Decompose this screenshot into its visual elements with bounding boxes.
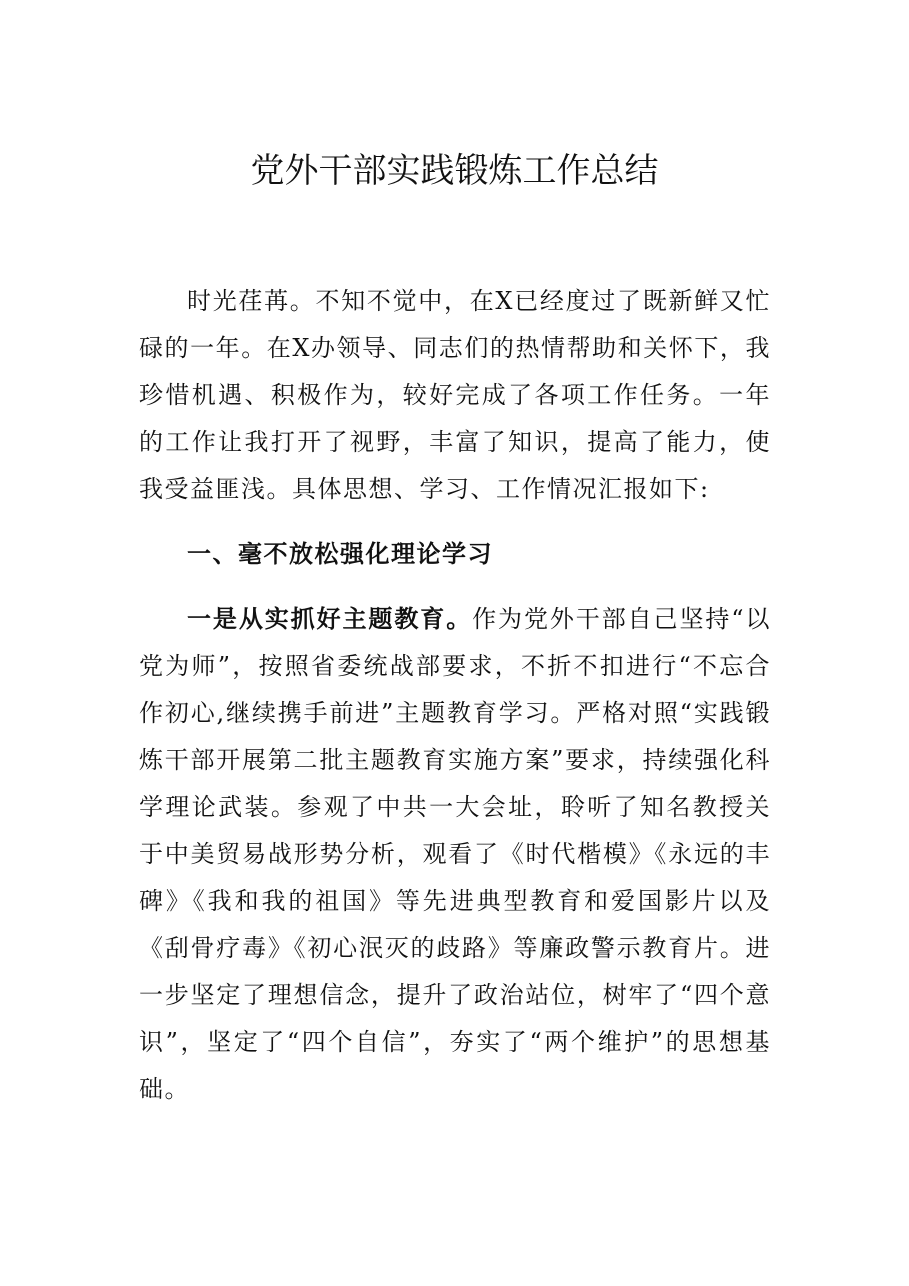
section-heading: 一、毫不放松强化理论学习 [187, 540, 493, 568]
section-item-paragraph [139, 596, 771, 1113]
document-title: 党外干部实践锻炼工作总结 [250, 151, 659, 191]
intro-paragraph: 时光荏苒。不知不觉中，在X已经度过了既新鲜又忙碌的一年。在X办领导、同志们的热情帮助和关怀下，我珍惜机遇、积极作为，较好完成了各项工作任务。一年的工作让我打开了视野，丰富了知识，提高了能力，使我受益匪浅。具体思想、学习、工作情况汇报如下: [139, 287, 771, 503]
item-lead-text: 一是从实抓好主题教育。 [187, 605, 473, 633]
paragraph-spacer [139, 513, 771, 525]
document-body [139, 278, 771, 1113]
paragraph-spacer [139, 584, 771, 596]
item-body-text: 作为党外干部自己坚持“以党为师”，按照省委统战部要求，不折不扣进行“不忘合作初心,继续携手前进”主题教育学习。严格对照“实践锻炼干部开展第二批主题教育实施方案”要求，持续强化科学理论武装。参观了中共一大会址，聆听了知名教授关于中美贸易战形势分析，观看了《时代楷模》《永远的丰碑》《我和我的祖国》等先进典型教育和爱国影片以及《刮骨疗毒》《初心泯灭的歧路》等廉政警示教育片。进一步坚定了理想信念，提升了政治站位，树牢了“四个意识”，坚定了“四个自信”，夯实了“两个维护”的思想基础。 [139, 605, 771, 1103]
